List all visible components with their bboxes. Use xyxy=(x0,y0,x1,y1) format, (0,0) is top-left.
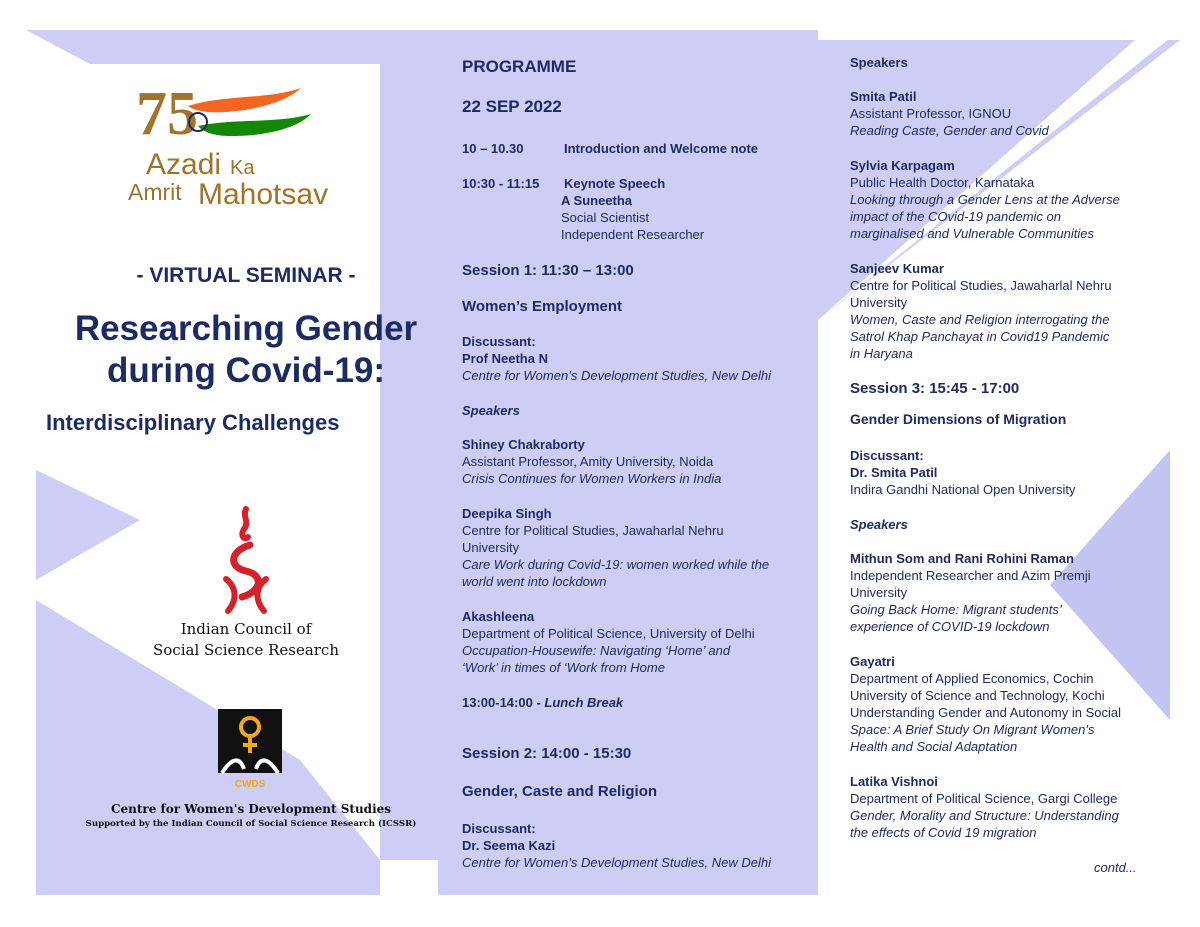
discussant-label: Discussant: xyxy=(462,821,536,836)
speaker-name: Sanjeev Kumar xyxy=(850,261,944,276)
session-3-discussant xyxy=(850,447,1075,498)
speaker-affiliation: Independent Researcher and Azim Premji xyxy=(850,568,1091,583)
paper-title: the effects of Covid 19 migration xyxy=(850,825,1037,840)
seminar-tag: - VIRTUAL SEMINAR - xyxy=(136,264,356,287)
seminar-subtitle: Interdisciplinary Challenges xyxy=(46,410,340,435)
paper-title: world went into lockdown xyxy=(462,574,607,589)
programme-heading: PROGRAMME xyxy=(462,57,577,76)
speaker-affiliation: University xyxy=(850,585,908,600)
paper-title: Satrol Khap Panchayat in Covid19 Pandemic xyxy=(850,329,1110,344)
discussant-label: Discussant: xyxy=(850,448,924,463)
intro-time: 10 – 10.30 xyxy=(462,141,524,156)
speaker-entry xyxy=(850,157,1120,242)
keynote-speaker: A Suneetha xyxy=(561,193,633,208)
speaker-entry xyxy=(850,773,1119,841)
speaker-name: Smita Patil xyxy=(850,89,917,104)
speaker-name: Akashleena xyxy=(462,609,535,624)
continued-note: contd... xyxy=(1094,860,1137,875)
session-2-discussant xyxy=(462,820,771,871)
speaker-affiliation: University xyxy=(462,540,520,555)
speaker-name: Shiney Chakraborty xyxy=(462,437,585,452)
agenda-intro xyxy=(462,140,758,157)
keynote-role-1: Social Scientist xyxy=(561,210,650,225)
flag-saffron-band xyxy=(188,88,301,112)
paper-title: Looking through a Gender Lens at the Adverse xyxy=(850,192,1120,207)
discussant-affiliation: Centre for Women’s Development Studies, New Delhi xyxy=(462,855,772,870)
session-3-theme: Gender Dimensions of Migration xyxy=(850,411,1067,427)
title-line-2: during Covid-19: xyxy=(106,351,386,390)
session-1-heading: Session 1: 11:30 – 13:00 xyxy=(462,262,634,279)
session-1-theme: Women’s Employment xyxy=(462,298,623,315)
speaker-name: Mithun Som and Rani Rohini Raman xyxy=(850,551,1074,566)
speaker-name: Latika Vishnoi xyxy=(850,774,938,789)
speaker-affiliation: Department of Political Science, Gargi College xyxy=(850,791,1118,806)
lunch-break xyxy=(462,694,623,711)
speaker-entry xyxy=(462,436,721,487)
paper-title: Women, Caste and Religion interrogating the xyxy=(850,312,1110,327)
paper-title: Understanding Gender and Autonomy in Social xyxy=(850,705,1122,720)
title-line-1: Researching Gender xyxy=(74,309,418,348)
paper-title: Going Back Home: Migrant students’ xyxy=(850,602,1062,617)
session-3-heading: Session 3: 15:45 - 17:00 xyxy=(850,380,1020,397)
cwds-logo xyxy=(218,709,282,789)
speaker-affiliation: Centre for Political Studies, Jawaharlal Nehru xyxy=(462,523,724,538)
session-2-theme: Gender, Caste and Religion xyxy=(462,783,658,800)
session-2-heading: Session 2: 14:00 - 15:30 xyxy=(462,745,632,762)
speaker-entry xyxy=(462,505,769,590)
paper-title: marginalised and Vulnerable Communities xyxy=(850,226,1095,241)
speaker-name: Gayatri xyxy=(850,654,895,669)
logo-number: 75 xyxy=(136,80,198,148)
speaker-affiliation: Centre for Political Studies, Jawaharlal Nehru xyxy=(850,278,1112,293)
flag-green-band xyxy=(198,114,311,136)
speaker-affiliation: Public Health Doctor, Karnataka xyxy=(850,175,1035,190)
seminar-title xyxy=(36,308,456,392)
icssr-flame-logo xyxy=(216,507,276,617)
speaker-affiliation: Assistant Professor, IGNOU xyxy=(850,106,1012,121)
speaker-affiliation: University xyxy=(850,295,908,310)
cwds-acronym: CWDS xyxy=(234,779,266,790)
speaker-affiliation: Department of Political Science, University of Delhi xyxy=(462,626,755,641)
discussant-affiliation: Indira Gandhi National Open University xyxy=(850,482,1076,497)
paper-title: Reading Caste, Gender and Covid xyxy=(850,123,1049,138)
icssr-name-line-1: Indian Council of xyxy=(180,620,312,638)
intro-label: Introduction and Welcome note xyxy=(564,141,759,156)
left-panel xyxy=(36,64,436,894)
speaker-name: Sylvia Karpagam xyxy=(850,158,955,173)
cwds-name xyxy=(76,802,426,829)
agenda-keynote xyxy=(462,175,704,243)
speaker-entry xyxy=(462,608,755,676)
speaker-affiliation: Department of Applied Economics, Cochin xyxy=(850,671,1094,686)
session-1-discussant xyxy=(462,333,771,384)
keynote-label: Keynote Speech xyxy=(564,176,666,191)
speaker-affiliation: University of Science and Technology, Kochi xyxy=(850,688,1105,703)
paper-title: Crisis Continues for Women Workers in India xyxy=(462,471,722,486)
paper-title: ‘Work’ in times of ‘Work from Home xyxy=(462,660,665,675)
paper-title: impact of the COvid-19 pandemic on xyxy=(850,209,1061,224)
speaker-affiliation: Assistant Professor, Amity University, Noida xyxy=(462,454,714,469)
speaker-entry xyxy=(850,653,1121,755)
paper-title: Care Work during Covid-19: women worked while the xyxy=(462,557,770,572)
paper-title: in Haryana xyxy=(850,346,913,361)
discussant-name: Dr. Smita Patil xyxy=(850,465,938,480)
discussant-affiliation: Centre for Women’s Development Studies, New Delhi xyxy=(462,368,772,383)
speaker-entry xyxy=(850,550,1091,635)
speakers-heading: Speakers xyxy=(850,55,908,70)
paper-title: experience of COVID-19 lockdown xyxy=(850,619,1050,634)
paper-title: Health and Social Adaptation xyxy=(850,739,1018,754)
logo-mahotsav: Mahotsav xyxy=(198,178,329,211)
cwds-support-line: Supported by the Indian Council of Social Science Research (ICSSR) xyxy=(85,819,417,829)
discussant-name: Dr. Seema Kazi xyxy=(462,838,556,853)
paper-title: Gender, Morality and Structure: Understanding xyxy=(850,808,1119,823)
keynote-time: 10:30 - 11:15 xyxy=(462,176,540,191)
cwds-name-line-1: Centre for Women's Development Studies xyxy=(110,802,392,816)
keynote-role-2: Independent Researcher xyxy=(561,227,705,242)
icssr-name xyxy=(136,619,356,661)
discussant-name: Prof Neetha N xyxy=(462,351,548,366)
speakers-heading: Speakers xyxy=(850,517,908,532)
speakers-heading: Speakers xyxy=(462,403,520,418)
discussant-label: Discussant: xyxy=(462,334,536,349)
speaker-entry xyxy=(850,260,1112,362)
logo-amrit: Amrit xyxy=(128,179,182,205)
speaker-entry xyxy=(850,88,1049,139)
logo-ka: Ka xyxy=(230,157,255,179)
logo-azadi: Azadi xyxy=(146,148,222,181)
paper-title: Occupation-Housewife: Navigating ‘Home’ and xyxy=(462,643,731,658)
icssr-name-line-2: Social Science Research xyxy=(153,641,339,659)
speaker-name: Deepika Singh xyxy=(462,506,552,521)
lunch-time: 13:00-14:00 - xyxy=(462,695,541,710)
paper-title: Space: A Brief Study On Migrant Women’s xyxy=(850,722,1095,737)
azadi-ka-amrit-mahotsav-logo xyxy=(128,76,366,211)
lunch-label: Lunch Break xyxy=(544,695,624,710)
programme-date: 22 SEP 2022 xyxy=(462,97,562,116)
